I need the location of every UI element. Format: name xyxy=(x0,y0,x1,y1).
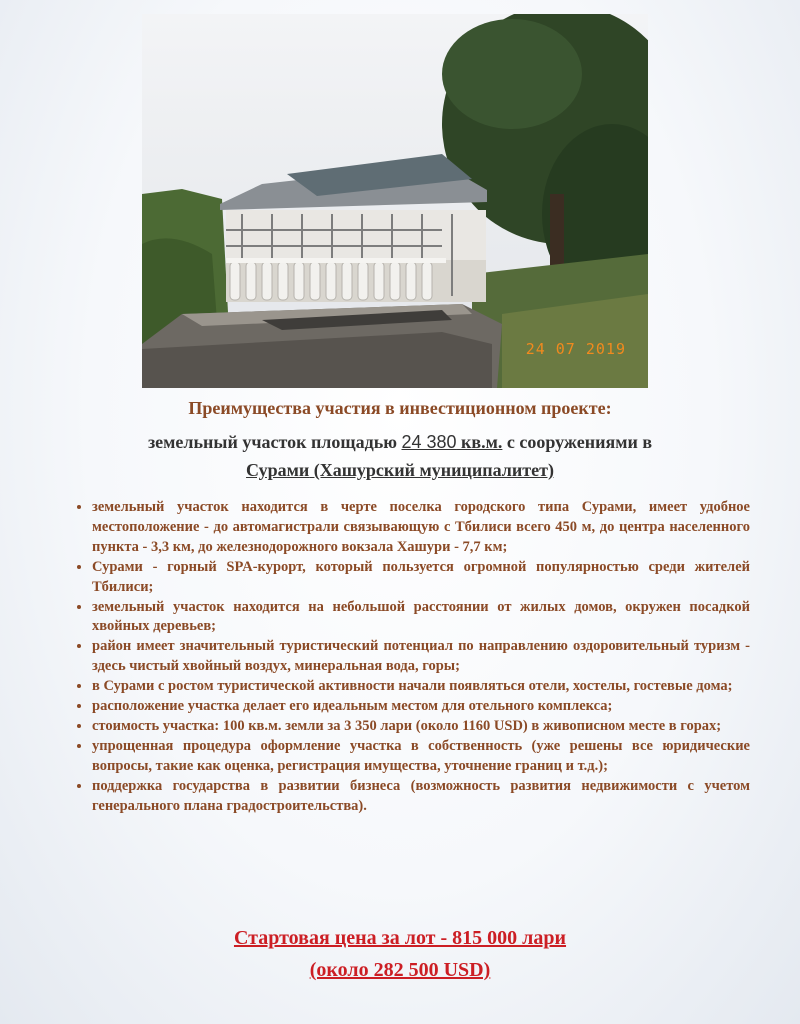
subtitle-location-b: (Хашурский муниципалитет) xyxy=(309,460,554,480)
property-subtitle xyxy=(0,428,800,484)
list-item: • район имеет значительный туристический потенциал по направлению оздоровительный туризм - здесь чистый хвойный воздух, минеральная вода, горы; xyxy=(92,637,750,677)
list-item: • Сурами - горный SPA-курорт, который пользуется огромной популярностью среди жителей Тбилиси; xyxy=(92,558,750,598)
list-item: • земельный участок находится в черте поселка городского типа Сурами, имеет удобное местоположение - до автомагистрали связывающую с Тбилиси всего 450 м, до центра населенного пункта - 3,3 км, до железнодорожного вокзала Хашури - 7,7 км; xyxy=(92,498,750,558)
list-item: • стоимость участка: 100 кв.м. земли за 3 350 лари (около 1160 USD) в живописном месте в горах; xyxy=(92,717,750,737)
subtitle-area: 24 380 xyxy=(401,432,457,452)
subtitle-area-group xyxy=(401,432,502,452)
photo-date-stamp: 24 07 2019 xyxy=(525,340,626,358)
subtitle-line-2 xyxy=(0,456,800,484)
starting-price-usd: (около 282 500 USD) xyxy=(309,959,491,981)
list-item: • земельный участок находится на небольшой расстоянии от жилых домов, окружен посадкой хвойных деревьев; xyxy=(92,598,750,638)
list-item: • в Сурами с ростом туристической активности начали появляться отели, хостелы, гостевые дома; xyxy=(92,677,750,697)
subtitle-location-a: Сурами xyxy=(246,460,310,480)
subtitle-area-unit: кв.м. xyxy=(456,432,503,452)
subtitle-prefix: земельный участок площадью xyxy=(147,432,402,452)
subtitle-line-1 xyxy=(0,428,800,456)
list-item: • упрощенная процедура оформление участка в собственность (уже решены все юридические вопросы, такие как оценка, регистрация имущества, уточнение границ и т.д.); xyxy=(92,737,750,777)
section-heading: Преимущества участия в инвестиционном проекте: xyxy=(188,398,612,418)
list-item: • поддержка государства в развитии бизнеса (возможность развития недвижимости с учетом генерального плана градостроительства). xyxy=(92,777,750,817)
property-photo-image xyxy=(142,14,648,388)
benefits-list xyxy=(70,498,750,817)
subtitle-suffix: с сооружениями в xyxy=(502,432,653,452)
list-item: • расположение участка делает его идеальным местом для отельного комплекса; xyxy=(92,697,750,717)
starting-price: Стартовая цена за лот - 815 000 лари xyxy=(233,927,567,949)
property-photo xyxy=(142,14,648,388)
